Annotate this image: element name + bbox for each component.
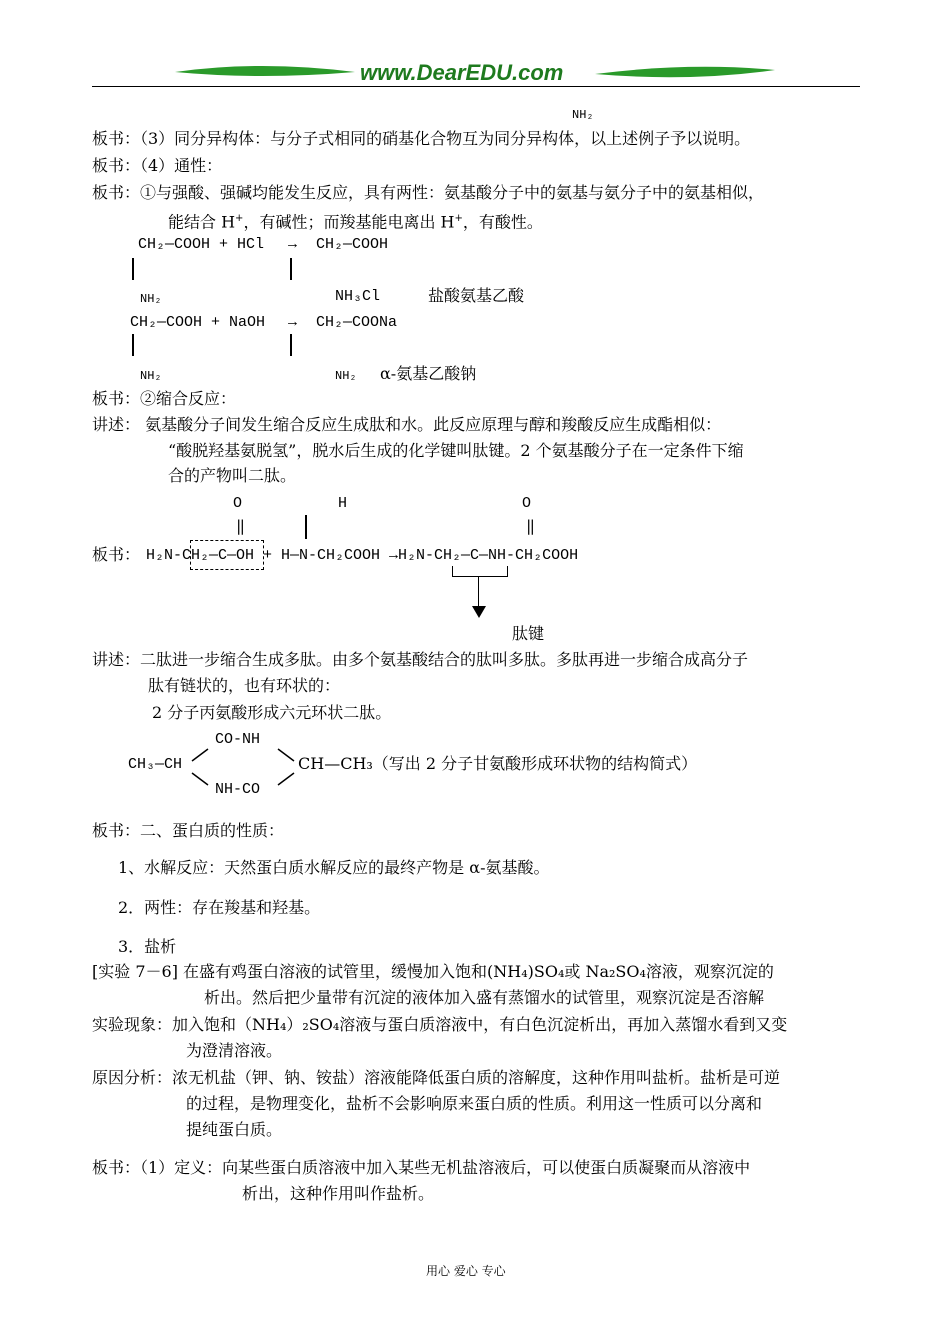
top-nh2: NH₂: [572, 108, 594, 122]
sup-plus-2: +: [454, 213, 463, 224]
header-logo: [170, 58, 780, 88]
r2-nh2-left: NH₂: [140, 369, 162, 383]
line-general: 板书：（4）通性：: [92, 156, 223, 175]
double-bond-1: ‖: [236, 519, 246, 536]
protein-heading: 板书：二、蛋白质的性质：: [92, 821, 285, 840]
text-c: ，有酸性。: [462, 212, 543, 232]
amine-bond: [305, 515, 307, 539]
equation-label: 板书：: [92, 545, 141, 564]
text-a: 能结合 H: [168, 212, 236, 232]
protein-amphoteric: 2．两性：存在羧基和羟基。: [118, 898, 321, 917]
sup-plus-1: +: [235, 213, 244, 224]
definition-line-2: 析出，这种作用叫作盐析。: [242, 1184, 435, 1203]
r1-arrow: →: [288, 236, 298, 253]
condensation-equation: H₂N-CH₂—C—OH + H—N-CH₂COOH →H₂N-CH₂—C—NH-CH₂COOH: [146, 547, 579, 564]
r2-bond-right: [290, 334, 292, 356]
peptide-bond-label: 肽键: [512, 624, 545, 643]
line-amphoteric: 板书：①与强酸、强碱均能发生反应，具有两性：氨基酸分子中的氨基与氨分子中的氨基相似，: [92, 183, 765, 202]
bracket-left: [452, 566, 453, 576]
r1-left: CH₂—COOH + HCl: [138, 236, 265, 253]
r1-bond-right: [290, 258, 292, 280]
bracket-right: [507, 566, 508, 576]
poly-lecture-1: 讲述：二肽进一步缩合生成多肽。由多个氨基酸结合的肽叫多肽。多肽再进一步缩合成高分子: [92, 650, 749, 669]
poly-lecture-2: 肽有链状的，也有环状的：: [148, 676, 341, 695]
condensation-heading: 板书：②缩合反应：: [92, 389, 237, 408]
carbonyl-o-1: O: [233, 495, 243, 512]
poly-lecture-3: 2 分子丙氨酸形成六元环状二肽。: [152, 703, 392, 722]
line-isomer: 板书：（3）同分异构体：与分子式相同的硝基化合物互为同分异构体，以上述例子予以说明。: [92, 129, 751, 148]
r2-arrow: →: [288, 314, 298, 331]
condensation-lecture-2: “酸脱羟基氨脱氢”，脱水后生成的化学键叫肽键。2 个氨基酸分子在一定条件下缩: [168, 441, 744, 460]
carbonyl-o-2: O: [522, 495, 532, 512]
analysis-line-2: 的过程，是物理变化，盐析不会影响原来蛋白质的性质。利用这一性质可以分离和: [186, 1094, 763, 1113]
amine-h: H: [338, 495, 348, 512]
ring-right-wrap: [298, 755, 697, 775]
arrow-down-icon: [472, 606, 486, 618]
header-rule: [92, 86, 860, 87]
r1-bond-left: [132, 258, 134, 280]
r1-product-name: 盐酸氨基乙酸: [428, 286, 525, 305]
experiment-line-1: [实验 7－6] 在盛有鸡蛋白溶液的试管里，缓慢加入饱和(NH₄)SO₄或 Na₂SO₄溶液，观察沉淀的: [92, 962, 774, 981]
observation-line-1: 实验现象：加入饱和（NH₄）₂SO₄溶液与蛋白质溶液中，有白色沉淀析出，再加入蒸馏水看到又变: [92, 1015, 788, 1034]
r2-product-name: α-氨基乙酸钠: [380, 364, 477, 383]
protein-hydrolysis: 1、水解反应：天然蛋白质水解反应的最终产物是 α-氨基酸。: [118, 858, 550, 877]
condensation-lecture-3: 合的产物叫二肽。: [168, 466, 297, 485]
text-b: ，有碱性；而羧基能电离出 H: [243, 212, 455, 232]
protein-salting-out: 3．盐析: [118, 937, 177, 956]
r1-nh2: NH₂: [140, 292, 162, 306]
ring-top: CO-NH: [215, 731, 261, 748]
ring-bonds: [190, 745, 300, 790]
ring-bottom: NH-CO: [215, 781, 261, 798]
r1-right: CH₂—COOH: [316, 236, 389, 253]
line-amphoteric-2: [168, 209, 543, 232]
analysis-line-3: 提纯蛋白质。: [186, 1120, 283, 1139]
r2-left: CH₂—COOH + NaOH: [130, 314, 266, 331]
footer-text: 用心 爱心 专心: [426, 1264, 506, 1278]
condensation-lecture-1: 讲述： 氨基酸分子间发生缩合反应生成肽和水。此反应原理与醇和羧酸反应生成酯相似：: [92, 415, 722, 434]
analysis-line-1: 原因分析：浓无机盐（钾、钠、铵盐）溶液能降低蛋白质的溶解度，这种作用叫盐析。盐析是可逆: [92, 1068, 781, 1087]
definition-line-1: 板书：（1）定义：向某些蛋白质溶液中加入某些无机盐溶液后，可以使蛋白质凝聚而从溶液中: [92, 1158, 751, 1177]
r2-bond-left: [132, 334, 134, 356]
bracket-bottom: [452, 576, 508, 577]
logo-text: www.DearEDU.com: [360, 60, 564, 85]
experiment-line-2: 析出。然后把少量带有沉淀的液体加入盛有蒸馏水的试管里，观察沉淀是否溶解: [204, 988, 765, 1007]
ring-left: CH₃—CH: [128, 756, 183, 773]
removed-water-box: [190, 540, 264, 570]
observation-line-2: 为澄清溶液。: [186, 1041, 283, 1060]
double-bond-2: ‖: [526, 519, 536, 536]
r2-right: CH₂—COONa: [316, 314, 398, 331]
r2-nh2-right: NH₂: [335, 369, 357, 383]
ring-right: CH—CH₃（写出 2 分子甘氨酸形成环状物的结构简式）: [298, 754, 698, 773]
r1-nh3cl: NH₃Cl: [335, 288, 381, 305]
